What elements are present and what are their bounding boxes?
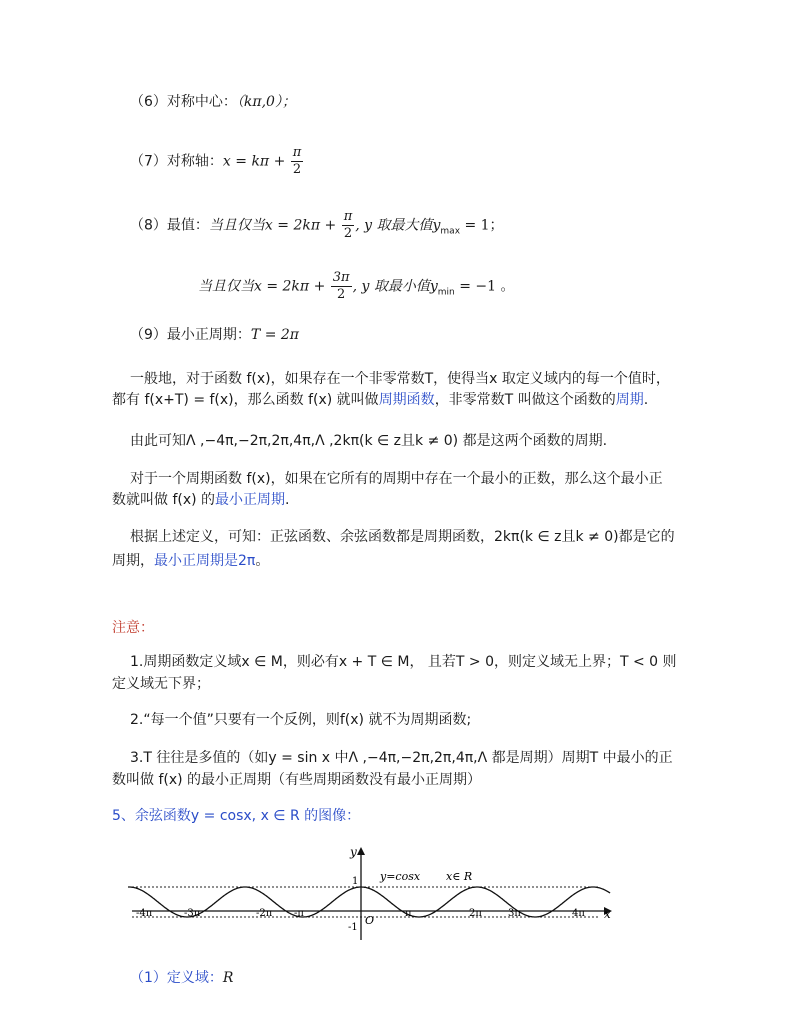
y-tick-neg1: -1 <box>348 922 358 933</box>
item-symmetry-center <box>130 92 296 112</box>
note-3-line1: 3.T 往往是多值的（如y = sin x 中Λ ,−4π,−2π,2π,4π,Λ 都是周期）周期T 中最小的正 <box>130 750 673 766</box>
x-tick-label: 4π <box>572 908 585 919</box>
item-condition: 当且仅当x = 2kπ + <box>208 217 337 234</box>
subscript: max <box>440 226 461 237</box>
y-tick-1: 1 <box>352 876 359 887</box>
item-min-value <box>198 270 514 303</box>
item-tail: , y 取最小值y <box>352 278 438 295</box>
domain-label: x∈ R <box>446 870 473 883</box>
item-label: （9）最小正周期： <box>130 327 251 343</box>
item-domain <box>130 968 233 988</box>
x-tick-label: -2π <box>256 908 273 919</box>
x-tick-label: 2π <box>469 908 482 919</box>
item-symmetry-axis <box>130 145 304 178</box>
item-max-value <box>130 209 504 242</box>
item-expression: x = kπ + <box>222 153 286 170</box>
term-min-period: 最小正周期 <box>215 492 286 508</box>
item-value: = −1 。 <box>454 278 515 295</box>
term-periodic-function: 周期函数 <box>378 392 435 408</box>
item-tail: , y 取最大值y <box>355 217 441 234</box>
note-2: 2.“每一个值”只要有一个反例，则f(x) 就不为周期函数; <box>130 712 472 728</box>
x-tick-label: -4π <box>136 908 153 919</box>
paragraph-definition-line2: 都有 f(x+T) = f(x)，那么函数 f(x) 就叫做周期函数，非零常数T 叫做这个函数的周期. <box>112 392 649 408</box>
term-min-period-value: 最小正周期是2π <box>154 553 256 569</box>
item-label: （6）对称中心： <box>130 94 237 110</box>
x-tick-label: -3π <box>184 908 201 919</box>
item-expression: （kπ,0）； <box>236 94 296 110</box>
subscript: min <box>437 287 455 298</box>
section-5-title: 5、余弦函数y = cosx, x ∈ R 的图像： <box>112 808 361 824</box>
note-1-line2: 定义域无下界； <box>112 676 210 692</box>
item-condition: 当且仅当x = 2kπ + <box>198 278 326 295</box>
notes-title: 注意： <box>112 620 154 636</box>
paragraph-min-period-line2: 数就叫做 f(x) 的最小正周期. <box>112 492 290 508</box>
fraction: $\frac{\pi}{2}$ <box>292 145 302 177</box>
item-expression: T = 2π <box>250 327 299 343</box>
x-axis-label: x <box>604 907 611 921</box>
fraction: $\frac{3\pi}{2}$ <box>332 270 350 302</box>
y-axis-arrow <box>357 847 365 855</box>
y-axis-label: y <box>350 845 357 859</box>
x-tick-label: -π <box>294 908 304 919</box>
paragraph-examples: 由此可知Λ ,−4π,−2π,2π,4π,Λ ,2kπ(k ∈ z且k ≠ 0) 都是这两个函数的周期. <box>130 433 608 449</box>
paragraph-definition-line1: 一般地，对于函数 f(x)，如果存在一个非零常数T，使得当x 取定义域内的每一个值时， <box>130 371 670 387</box>
x-tick-label: π <box>405 908 412 919</box>
note-1-line1: 1.周期函数定义域x ∈ M，则必有x + T ∈ M， 且若T > 0，则定义域无上界；T < 0 则 <box>130 654 677 670</box>
item-label: （7）对称轴： <box>130 153 223 170</box>
item-label: （1）定义域： <box>130 970 223 986</box>
x-tick-label: 3π <box>508 908 521 919</box>
item-label: （8）最值： <box>130 217 209 234</box>
paragraph-conclusion-line2: 周期，最小正周期是2π。 <box>112 553 270 569</box>
function-label: y=cosx <box>380 870 421 883</box>
term-period: 周期 <box>615 392 644 408</box>
item-value: R <box>222 970 234 986</box>
paragraph-min-period-line1: 对于一个周期函数 f(x)，如果在它所有的周期中存在一个最小的正数，那么这个最小正 <box>130 471 663 487</box>
origin-label: O <box>365 914 375 927</box>
fraction: $\frac{\pi}{2}$ <box>343 209 353 241</box>
note-3-line2: 数叫做 f(x) 的最小正周期（有些周期函数没有最小正周期） <box>112 772 482 788</box>
paragraph-conclusion-line1: 根据上述定义，可知：正弦函数、余弦函数都是周期函数，2kπ(k ∈ z且k ≠ 0)都是它的 <box>130 529 675 545</box>
item-value: = 1； <box>460 217 504 234</box>
cosine-graph <box>128 840 620 946</box>
item-min-period <box>130 325 299 345</box>
